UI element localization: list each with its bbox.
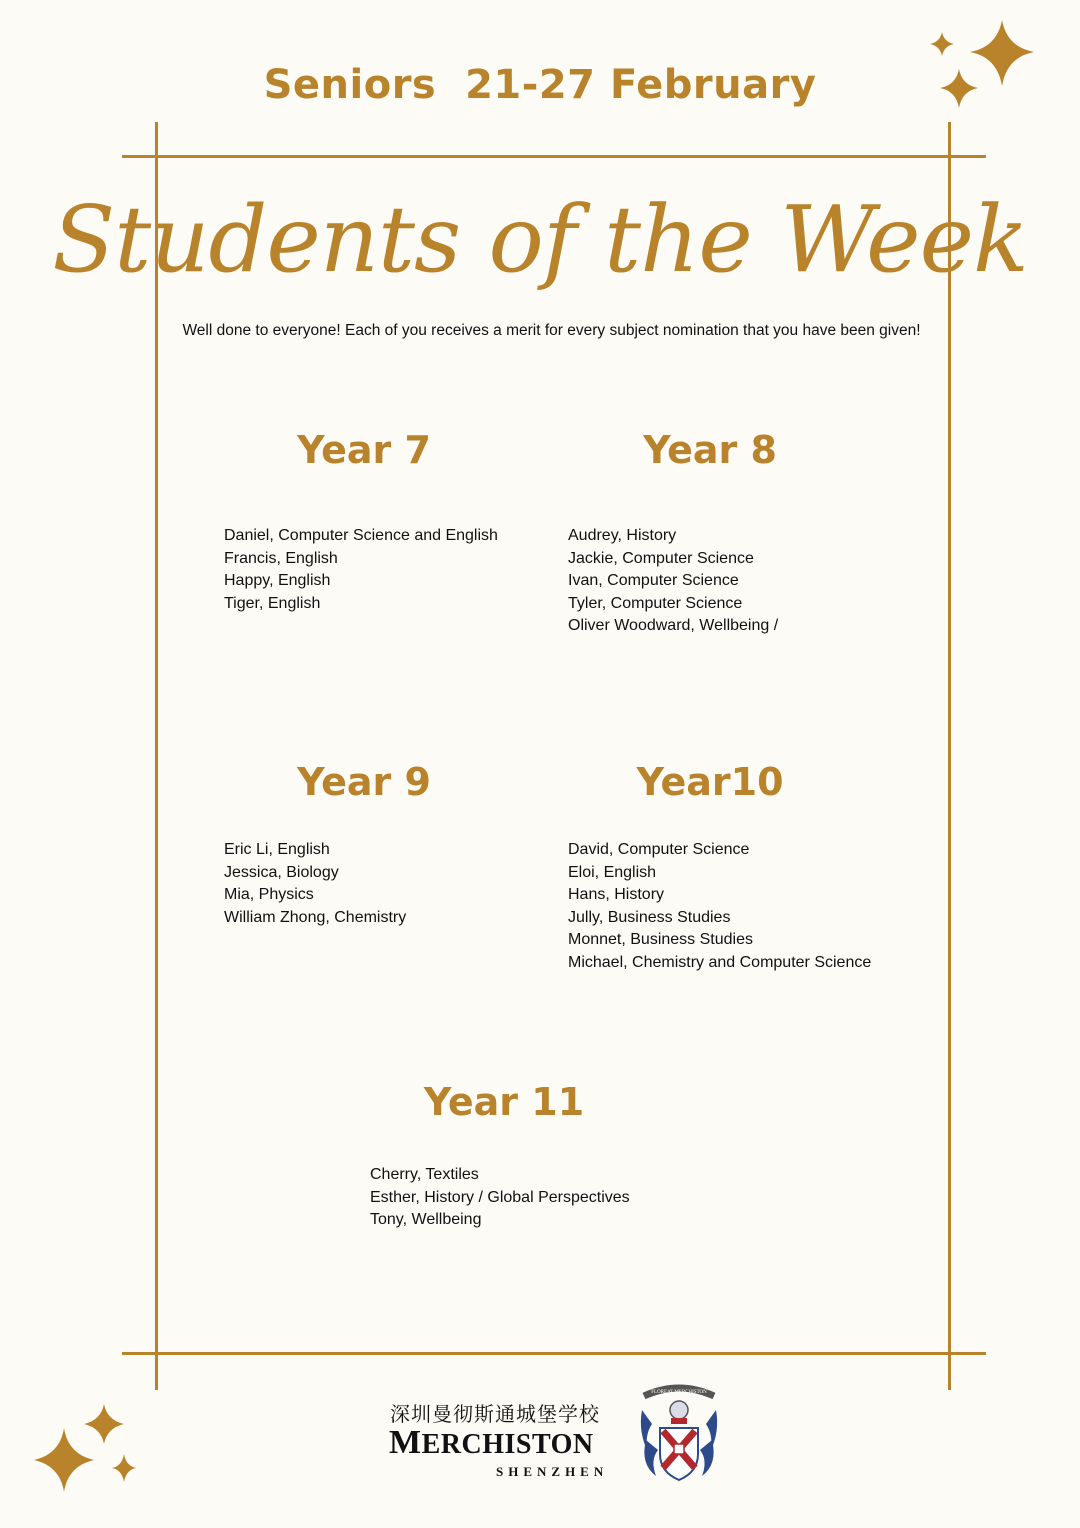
frame-right-line	[948, 122, 951, 1390]
list-item: Tony, Wellbeing	[370, 1211, 482, 1228]
list-item: Michael, Chemistry and Computer Science	[568, 953, 872, 971]
year-11-heading: Year 11	[423, 1080, 585, 1124]
year-11-list	[370, 1164, 630, 1232]
sparkles-bottom-left-icon	[28, 1400, 148, 1500]
year-10-list	[568, 839, 871, 974]
year-7-list	[224, 525, 498, 615]
list-item: Daniel, Computer Science and English	[224, 527, 498, 544]
frame-top-line	[122, 155, 986, 158]
year-9-list	[224, 839, 406, 929]
frame-bottom-line	[122, 1352, 986, 1355]
list-item: Monnet, Business Studies	[568, 931, 753, 948]
school-name-rest: ERCHISTON	[421, 1429, 594, 1460]
school-crest-icon	[636, 1380, 722, 1486]
list-item: Eloi, English	[568, 863, 657, 881]
list-item: Tiger, English	[224, 594, 321, 612]
list-item: Oliver Woodward, Wellbeing /	[568, 617, 779, 634]
list-item: Francis, English	[224, 549, 338, 567]
year-8-heading: Year 8	[643, 428, 777, 472]
subtitle-message: Well done to everyone! Each of you receives a merit for every subject nomination that you have been given!	[182, 322, 921, 339]
school-name	[389, 1424, 594, 1462]
school-city: SHENZHEN	[496, 1464, 609, 1479]
list-item: Audrey, History	[568, 527, 677, 544]
header-date-range: Seniors 21-27 February	[263, 62, 817, 108]
list-item: Cherry, Textiles	[370, 1166, 479, 1183]
school-name-initial: M	[389, 1424, 422, 1461]
crest-motto: FLOREAT MERCHISTON	[651, 1390, 707, 1395]
list-item: Hans, History	[568, 886, 665, 903]
list-item: Tyler, Computer Science	[568, 594, 743, 612]
year-10-heading: Year10	[636, 760, 784, 804]
list-item: Happy, English	[224, 572, 331, 589]
year-7-heading: Year 7	[297, 428, 431, 472]
list-item: Ivan, Computer Science	[568, 572, 739, 589]
list-item: Jully, Business Studies	[568, 908, 731, 926]
list-item: William Zhong, Chemistry	[224, 908, 407, 926]
list-item: David, Computer Science	[568, 841, 750, 858]
school-name-chinese: 深圳曼彻斯通城堡学校	[390, 1402, 600, 1426]
list-item: Eric Li, English	[224, 841, 330, 858]
year-9-heading: Year 9	[297, 760, 431, 804]
list-item: Mia, Physics	[224, 886, 314, 903]
list-item: Esther, History / Global Perspectives	[370, 1188, 630, 1206]
year-8-list	[568, 525, 778, 638]
page-title: Students of the Week	[52, 186, 1028, 293]
frame-left-line	[155, 122, 158, 1390]
list-item: Jackie, Computer Science	[568, 549, 754, 567]
list-item: Jessica, Biology	[224, 863, 339, 881]
